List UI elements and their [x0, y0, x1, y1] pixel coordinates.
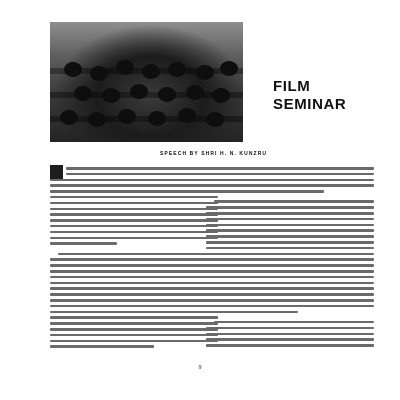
article-title-line-1: FILM	[273, 78, 311, 95]
article-column-left	[50, 167, 218, 351]
page-number: 9	[198, 365, 202, 371]
article-title-line-2: SEMINAR	[273, 96, 347, 113]
seminar-photo	[50, 22, 243, 142]
article-column-right	[206, 167, 374, 350]
article-title	[273, 78, 346, 114]
article-byline: SPEECH BY SHRI H. N. KUNZRU	[160, 151, 268, 157]
